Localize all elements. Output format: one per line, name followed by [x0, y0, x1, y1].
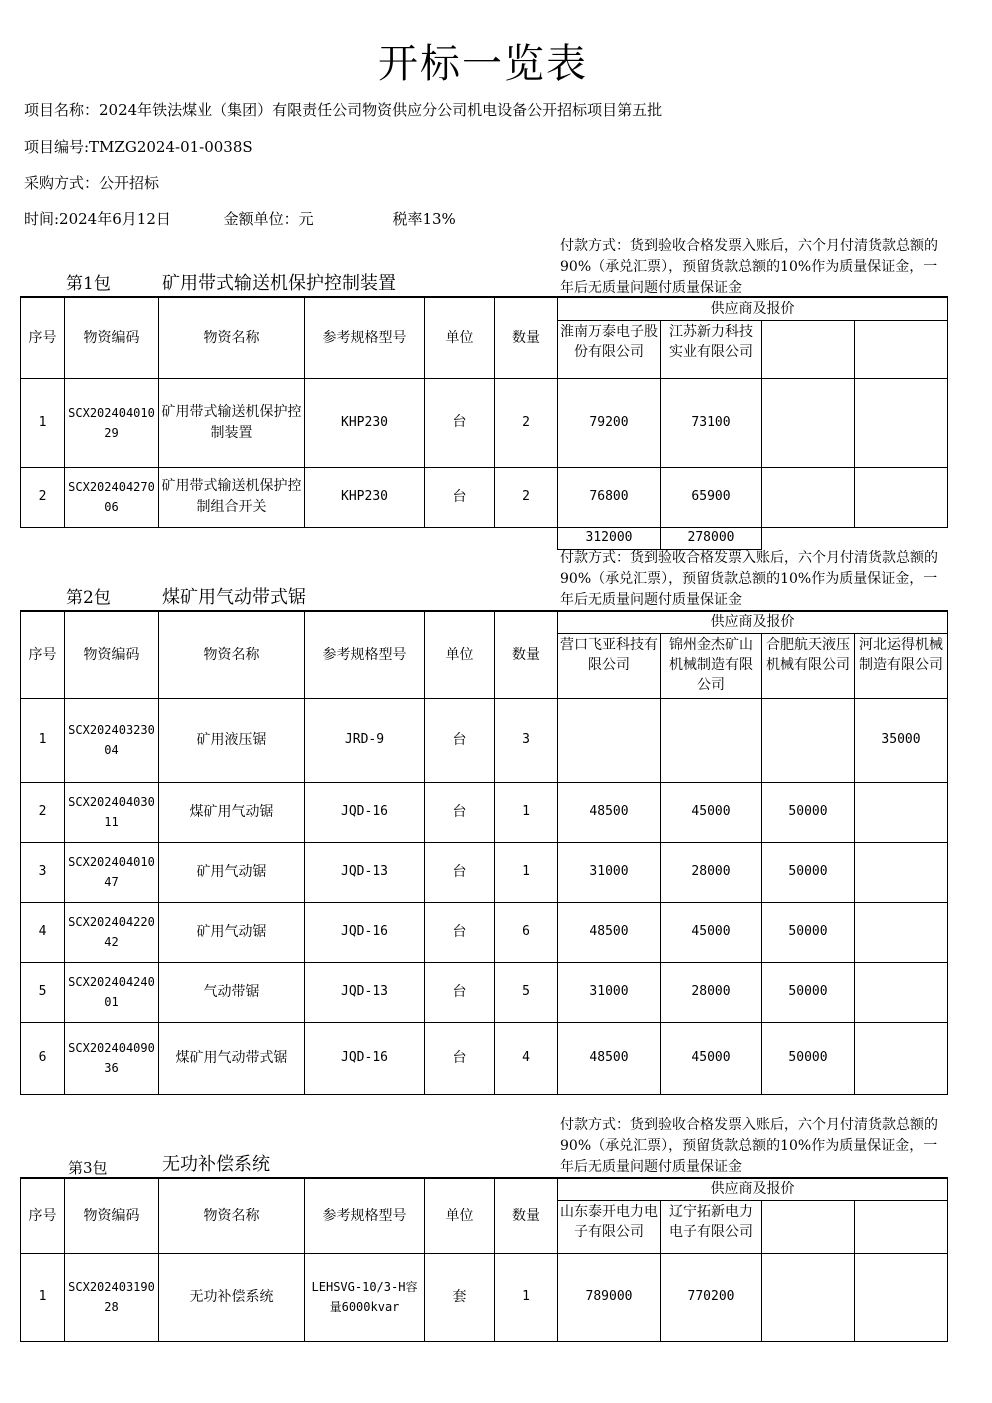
header-spec: 参考规格型号 [305, 297, 425, 378]
row-code: SCX20240409036 [65, 1022, 159, 1094]
header-name: 物资名称 [159, 611, 305, 698]
package-label: 第2包 [66, 588, 111, 608]
supplier-name [762, 320, 855, 378]
row-price [762, 467, 855, 527]
row-qty: 1 [495, 842, 558, 902]
header-name: 物资名称 [159, 1178, 305, 1253]
row-price: 65900 [661, 467, 762, 527]
row-qty: 3 [495, 698, 558, 782]
row-spec: KHP230 [305, 378, 425, 467]
table-row [21, 467, 948, 527]
supplier-name: 山东泰开电力电子有限公司 [558, 1200, 661, 1253]
row-seq: 1 [21, 698, 65, 782]
header-unit: 单位 [425, 611, 495, 698]
row-seq: 5 [21, 962, 65, 1022]
row-price: 45000 [661, 1022, 762, 1094]
row-spec: JQD-13 [305, 962, 425, 1022]
row-unit: 台 [425, 1022, 495, 1094]
row-unit: 台 [425, 782, 495, 842]
row-price: 48500 [558, 902, 661, 962]
supplier-name: 淮南万泰电子股份有限公司 [558, 320, 661, 378]
row-price: 35000 [855, 698, 948, 782]
row-qty: 4 [495, 1022, 558, 1094]
row-price: 31000 [558, 962, 661, 1022]
row-code: SCX20240401029 [65, 378, 159, 467]
project-code-line: 项目编号:TMZG2024-01-0038S [24, 138, 253, 156]
supplier-name [855, 1200, 948, 1253]
package-name: 无功补偿系统 [162, 1154, 270, 1175]
row-name: 矿用气动锯 [159, 842, 305, 902]
row-code: SCX20240401047 [65, 842, 159, 902]
row-unit: 套 [425, 1253, 495, 1341]
row-spec: JQD-16 [305, 1022, 425, 1094]
header-name: 物资名称 [159, 297, 305, 378]
row-qty: 5 [495, 962, 558, 1022]
row-qty: 2 [495, 378, 558, 467]
row-price: 50000 [762, 962, 855, 1022]
tax-rate: 税率13% [392, 210, 456, 228]
supplier-name: 辽宁拓新电力电子有限公司 [661, 1200, 762, 1253]
row-price [762, 1253, 855, 1341]
row-price: 79200 [558, 378, 661, 467]
supplier-name [855, 320, 948, 378]
row-seq: 1 [21, 1253, 65, 1341]
row-price [855, 782, 948, 842]
package-label: 第3包 [68, 1159, 108, 1177]
row-price [762, 698, 855, 782]
table-row [21, 1022, 948, 1094]
row-name: 煤矿用气动带式锯 [159, 1022, 305, 1094]
table-row [21, 962, 948, 1022]
row-code: SCX20240323004 [65, 698, 159, 782]
total-amount: 312000 [558, 527, 661, 549]
header-code: 物资编码 [65, 611, 159, 698]
header-code: 物资编码 [65, 297, 159, 378]
row-code: SCX20240422042 [65, 902, 159, 962]
row-qty: 1 [495, 782, 558, 842]
payment-terms: 付款方式：货到验收合格发票入账后，六个月付清货款总额的90%（承兑汇票），预留货款总额的10%作为质量保证金，一年后无质量问题付质量保证金 [560, 550, 938, 608]
header-suppliers: 供应商及报价 [558, 1178, 948, 1200]
header-unit: 单位 [425, 1178, 495, 1253]
row-code: SCX20240403011 [65, 782, 159, 842]
amount-unit: 金额单位：元 [223, 210, 314, 228]
payment-terms: 付款方式：货到验收合格发票入账后，六个月付清货款总额的90%（承兑汇票），预留货款总额的10%作为质量保证金，一年后无质量问题付质量保证金 [560, 1117, 938, 1175]
row-unit: 台 [425, 962, 495, 1022]
row-code: SCX20240319028 [65, 1253, 159, 1341]
row-name: 矿用液压锯 [159, 698, 305, 782]
row-name: 矿用带式输送机保护控制组合开关 [159, 467, 305, 527]
header-seq: 序号 [21, 1178, 65, 1253]
package-name: 煤矿用气动带式锯 [162, 587, 306, 608]
row-price [855, 1022, 948, 1094]
row-price: 31000 [558, 842, 661, 902]
header-spec: 参考规格型号 [305, 611, 425, 698]
row-price [855, 842, 948, 902]
table-row [21, 378, 948, 467]
header-seq: 序号 [21, 297, 65, 378]
row-price: 789000 [558, 1253, 661, 1341]
row-name: 矿用带式输送机保护控制装置 [159, 378, 305, 467]
row-seq: 6 [21, 1022, 65, 1094]
row-price [855, 962, 948, 1022]
row-price: 50000 [762, 1022, 855, 1094]
row-unit: 台 [425, 842, 495, 902]
row-price: 48500 [558, 782, 661, 842]
header-qty: 数量 [495, 611, 558, 698]
project-name-line: 项目名称：2024年铁法煤业（集团）有限责任公司物资供应分公司机电设备公开招标项目第五批 [24, 101, 663, 119]
row-price: 50000 [762, 842, 855, 902]
row-price [855, 1253, 948, 1341]
bid-time: 时间:2024年6月12日 [24, 210, 171, 228]
row-spec: JQD-16 [305, 902, 425, 962]
row-price [558, 698, 661, 782]
package-name: 矿用带式输送机保护控制装置 [162, 273, 396, 294]
package-label: 第1包 [66, 274, 111, 294]
row-seq: 3 [21, 842, 65, 902]
bid-table [20, 610, 948, 1095]
row-price [855, 467, 948, 527]
row-price: 28000 [661, 962, 762, 1022]
table-row [21, 902, 948, 962]
table-row [21, 1253, 948, 1341]
header-qty: 数量 [495, 1178, 558, 1253]
row-spec: JQD-13 [305, 842, 425, 902]
time-unit-tax-line [24, 209, 456, 229]
table-row [21, 842, 948, 902]
row-name: 煤矿用气动锯 [159, 782, 305, 842]
payment-terms: 付款方式：货到验收合格发票入账后，六个月付清货款总额的90%（承兑汇票），预留货款总额的10%作为质量保证金，一年后无质量问题付质量保证金 [560, 238, 938, 296]
header-seq: 序号 [21, 611, 65, 698]
row-unit: 台 [425, 902, 495, 962]
supplier-name: 锦州金杰矿山机械制造有限公司 [661, 633, 762, 698]
bid-table [20, 296, 948, 528]
row-spec: KHP230 [305, 467, 425, 527]
row-code: SCX20240427006 [65, 467, 159, 527]
supplier-name: 江苏新力科技实业有限公司 [661, 320, 762, 378]
row-price: 50000 [762, 782, 855, 842]
header-spec: 参考规格型号 [305, 1178, 425, 1253]
supplier-name: 河北运得机械制造有限公司 [855, 633, 948, 698]
row-unit: 台 [425, 698, 495, 782]
table-row [21, 698, 948, 782]
supplier-name: 合肥航天液压机械有限公司 [762, 633, 855, 698]
row-price: 45000 [661, 902, 762, 962]
row-price: 28000 [661, 842, 762, 902]
header-qty: 数量 [495, 297, 558, 378]
row-spec: JQD-16 [305, 782, 425, 842]
supplier-name [762, 1200, 855, 1253]
header-code: 物资编码 [65, 1178, 159, 1253]
row-seq: 1 [21, 378, 65, 467]
row-name: 无功补偿系统 [159, 1253, 305, 1341]
row-price: 770200 [661, 1253, 762, 1341]
row-qty: 1 [495, 1253, 558, 1341]
page-title: 开标一览表 [378, 41, 588, 87]
row-price: 50000 [762, 902, 855, 962]
header-unit: 单位 [425, 297, 495, 378]
header-suppliers: 供应商及报价 [558, 611, 948, 633]
supplier-name: 营口飞亚科技有限公司 [558, 633, 661, 698]
row-price: 45000 [661, 782, 762, 842]
row-name: 气动带锯 [159, 962, 305, 1022]
row-spec: LEHSVG-10/3-H容量6000kvar [305, 1253, 425, 1341]
package-totals [557, 527, 762, 550]
row-price [762, 378, 855, 467]
row-spec: JRD-9 [305, 698, 425, 782]
row-price [661, 698, 762, 782]
row-unit: 台 [425, 378, 495, 467]
row-price: 76800 [558, 467, 661, 527]
row-price [855, 902, 948, 962]
row-code: SCX20240424001 [65, 962, 159, 1022]
row-seq: 4 [21, 902, 65, 962]
row-qty: 6 [495, 902, 558, 962]
table-row [21, 782, 948, 842]
row-seq: 2 [21, 467, 65, 527]
row-qty: 2 [495, 467, 558, 527]
row-unit: 台 [425, 467, 495, 527]
bid-table [20, 1177, 948, 1342]
row-price: 73100 [661, 378, 762, 467]
total-amount: 278000 [661, 527, 762, 549]
row-seq: 2 [21, 782, 65, 842]
procurement-method-line: 采购方式：公开招标 [24, 174, 160, 192]
row-price: 48500 [558, 1022, 661, 1094]
header-suppliers: 供应商及报价 [558, 297, 948, 320]
row-name: 矿用气动锯 [159, 902, 305, 962]
row-price [855, 378, 948, 467]
